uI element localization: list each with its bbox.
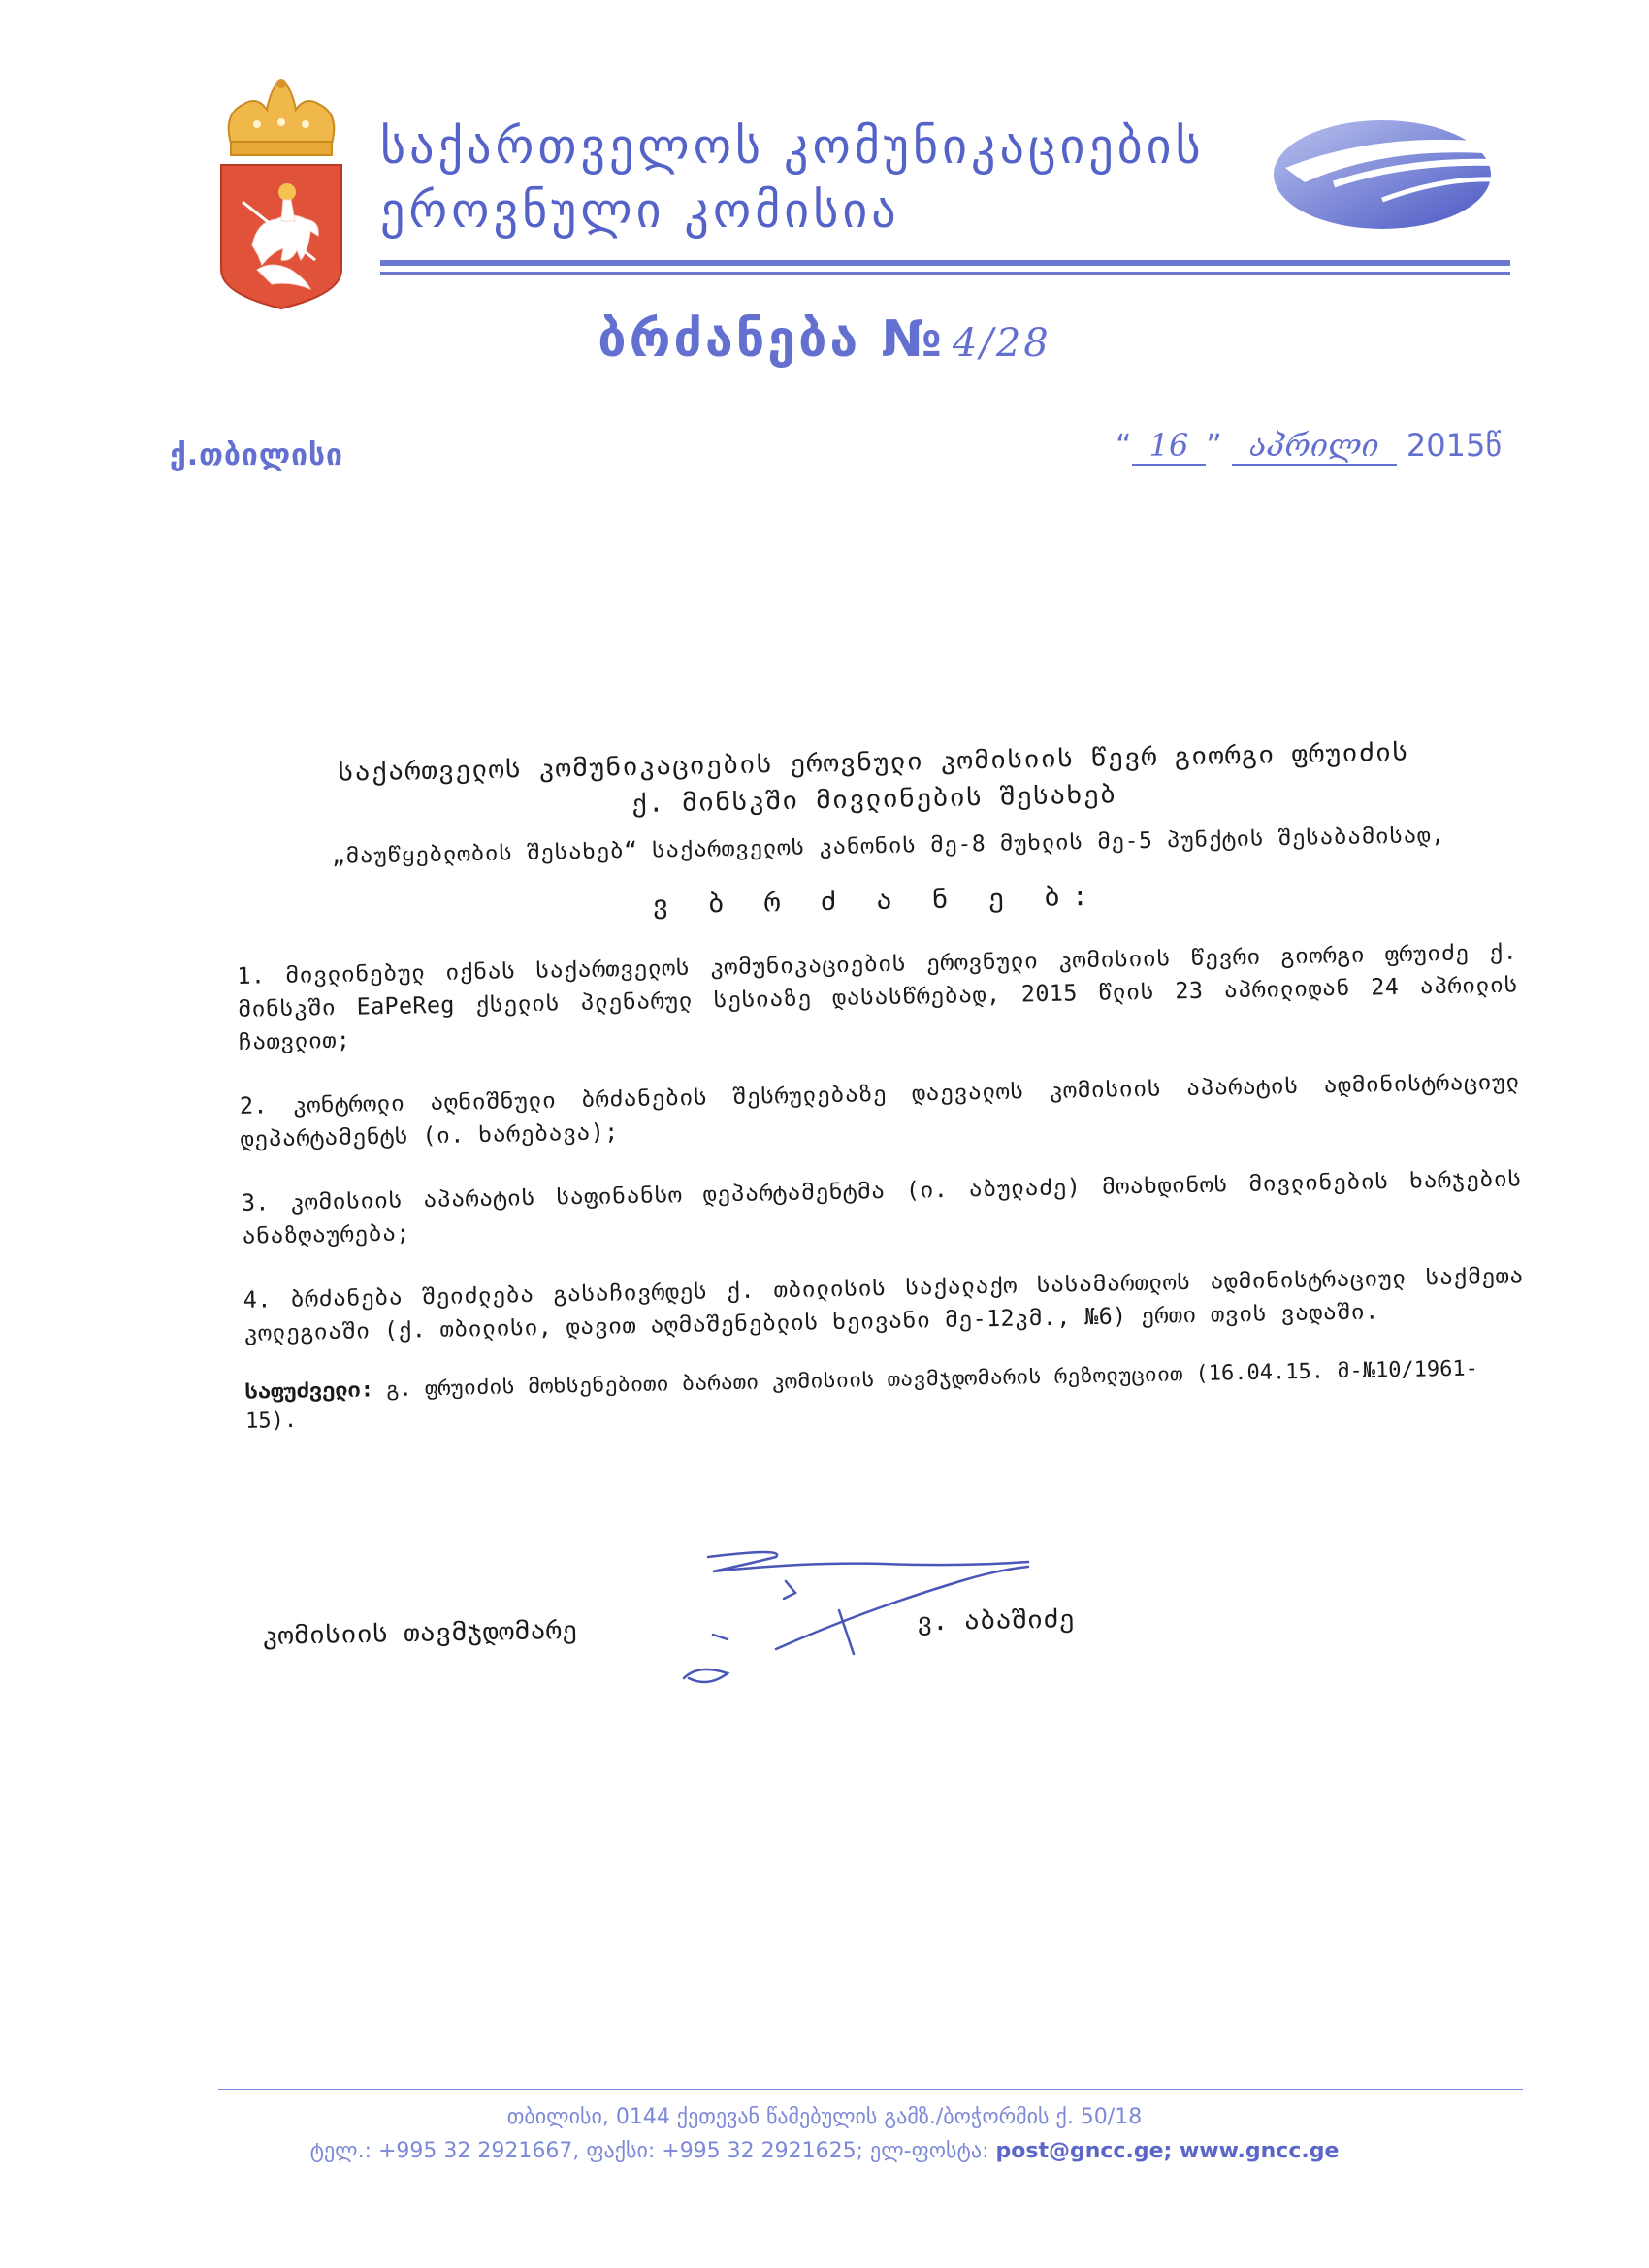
crown-icon: [229, 79, 335, 155]
basis-label: საფუძველი:: [244, 1377, 374, 1405]
header-rule-thin: [380, 272, 1510, 275]
order-item-1: 1. მივლინებულ იქნას საქართველოს კომუნიკაციების ეროვნული კომისიის წევრი გიორგი ფრუიძე ქ. მინსკში EaPeReg ქსელის პლენარულ სესიაზე დასასწრებად, 2015 წლის 23 აპრილიდან 24 აპრილის ჩათვლით;: [237, 937, 1519, 1055]
organization-name-line1: საქართველოს კომუნიკაციების: [380, 118, 1205, 175]
footer-phone-fax: ტელ.: +995 32 2921667, ფაქსი: +995 32 2921625; ელ-ფოსტა:: [309, 2139, 996, 2163]
order-item-3: 3. კომისიის აპარატის საფინანსო დეპარტამენტმა (ი. აბულაძე) მოახდინოს მივლინების ხარჯების ანაზღაურება;: [241, 1164, 1522, 1249]
legal-basis-preamble: „მაუწყებლობის შესახებ“ საქართველოს კანონის მე-8 მუხლის მე-5 პუნქტის შესაბამისად,: [331, 823, 1445, 870]
handwritten-signature: [669, 1542, 1057, 1698]
footer-email-website: post@gncc.ge; www.gncc.ge: [995, 2139, 1340, 2163]
order-item-4: 4. ბრძანება შეიძლება გასაჩივრდეს ქ. თბილისის საქალაქო სასამართლოს ადმინისტრაციულ საქმეთა კოლეგიაში (ქ. თბილისი, დავით აღმაშენებლის ხეივანი მე-12კმ., №6) ერთი თვის ვადაში.: [242, 1261, 1524, 1346]
order-title-label: ბრძანება №: [598, 310, 945, 369]
order-subject: [233, 732, 1514, 830]
order-number: 4/28: [952, 321, 1051, 366]
chairman-title: კომისიის თავმჯდომარე: [261, 1614, 578, 1652]
date-month: აპრილი: [1232, 427, 1397, 466]
order-item-2: 2. კონტროლი აღნიშნული ბრძანების შესრულებაზე დაევალოს კომისიის აპარატის ადმინისტრაციულ დეპარტამენტს (ი. ხარებავა);: [239, 1067, 1520, 1152]
coat-of-arms-emblem: [213, 76, 349, 313]
footer-address: თბილისი, 0144 ქეთევან წამებულის გამზ./ბოჭორმის ქ. 50/18: [506, 2105, 1143, 2129]
subject-line1: საქართველოს კომუნიკაციების ეროვნული კომისიის წევრ გიორგი ფრუიძის: [337, 736, 1409, 788]
chairman-name: ვ. აბაშიძე: [916, 1604, 1075, 1637]
footer-contacts: [0, 2139, 1649, 2163]
basis-text: გ. ფრუიძის მოხსენებითი ბარათი კომისიის თავმჯდომარის რეზოლუციით (16.04.15. მ-№10/1961-15).: [244, 1356, 1479, 1434]
footer-rule: [218, 2089, 1523, 2090]
organization-name-line2: ეროვნული კომისია: [380, 182, 900, 239]
city-label: ქ.თბილისი: [170, 438, 343, 472]
order-date: “ 16 ” აპრილი 2015წ: [1116, 427, 1502, 464]
order-basis: [244, 1354, 1526, 1437]
order-body: [233, 732, 1526, 1437]
date-year: 2015: [1406, 427, 1486, 464]
subject-line2: ქ. მინსკში მივლინების შესახებ: [630, 779, 1117, 820]
commission-logo: [1266, 114, 1513, 236]
date-day: 16: [1132, 427, 1207, 466]
header-rule-thick: [380, 260, 1510, 266]
date-year-suffix: წ: [1485, 427, 1502, 464]
order-word: ვ ბ რ ძ ა ნ ე ბ:: [651, 879, 1101, 921]
order-title: [0, 310, 1649, 369]
